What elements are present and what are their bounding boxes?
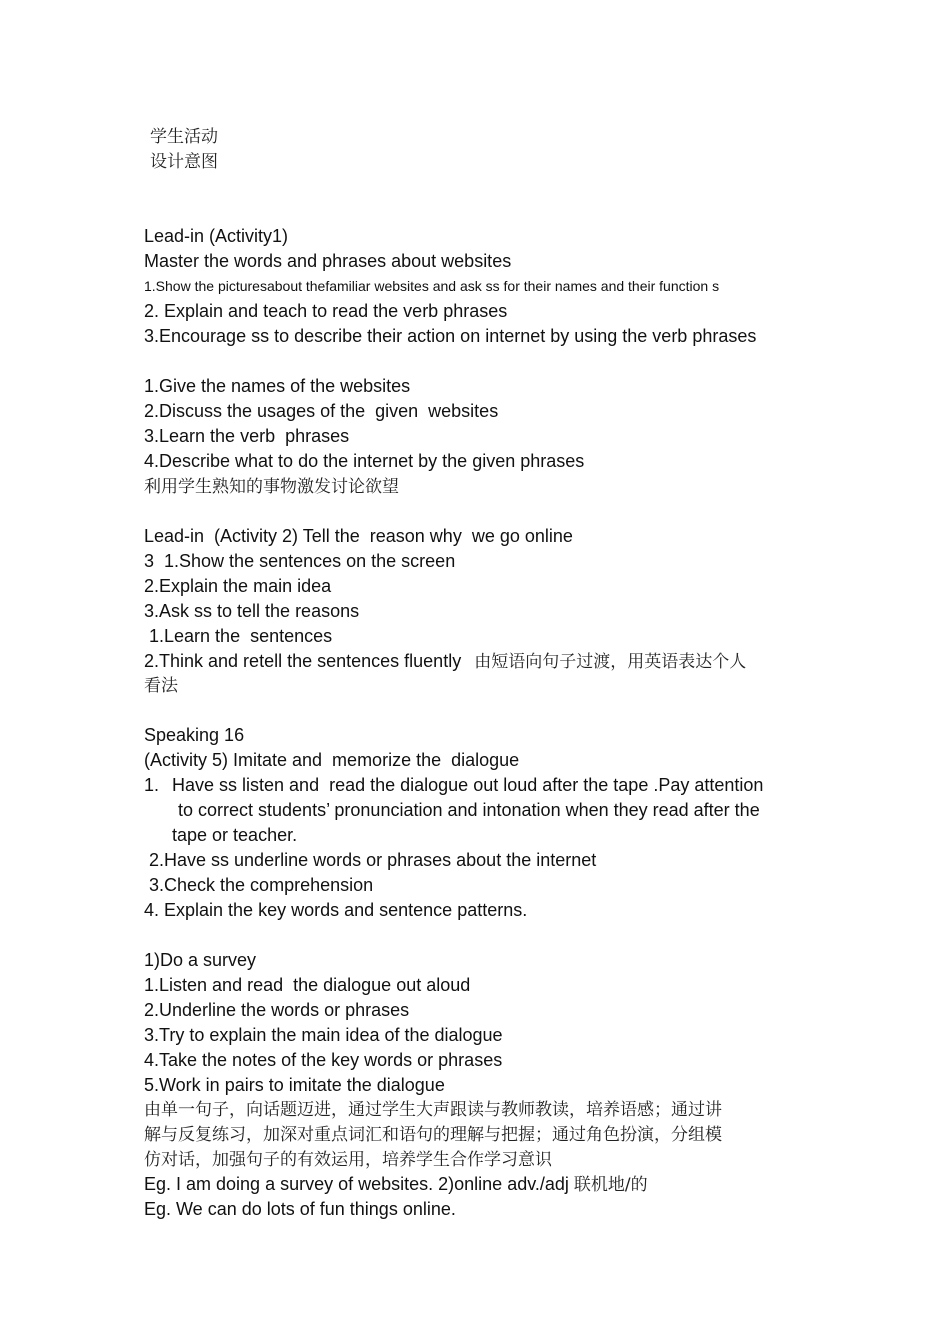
- speaking-step: 3.Check the comprehension: [144, 875, 374, 895]
- leadin1-teacher-step: 1.Show the picturesabout thefamiliar websites and ask ss for their names and their function s: [144, 278, 720, 294]
- leadin1-teacher-step: 3.Encourage ss to describe their action on internet by using the verb phrases: [144, 326, 757, 346]
- leadin2-teacher-step: 2.Explain the main idea: [144, 576, 332, 596]
- survey-student-step: 3.Try to explain the main idea of the dialogue: [144, 1025, 503, 1045]
- student-activity-heading: 学生活动: [150, 127, 218, 147]
- speaking-step1-line: tape or teacher.: [172, 825, 298, 845]
- leadin2-teacher-step: 3.Ask ss to tell the reasons: [144, 601, 360, 621]
- survey-student-step: 5.Work in pairs to imitate the dialogue: [144, 1075, 445, 1095]
- survey-example-1: [144, 1172, 648, 1198]
- leadin2-title: Lead-in (Activity 2) Tell the reason why we go online: [144, 526, 573, 546]
- leadin1-intent: 利用学生熟知的事物激发讨论欲望: [144, 477, 399, 497]
- speaking-subtitle: (Activity 5) Imitate and memorize the dialogue: [144, 750, 520, 770]
- speaking-title: Speaking 16: [144, 725, 245, 745]
- survey-intent-line: 解与反复练习，加深对重点词汇和语句的理解与把握；通过角色扮演，分组模: [144, 1125, 722, 1145]
- survey-student-step: 1.Listen and read the dialogue out aloud: [144, 975, 471, 995]
- survey-title: 1)Do a survey: [144, 950, 257, 970]
- leadin2-intent: 由短语向句子过渡，用英语表达个人: [474, 652, 747, 672]
- example1-chinese: 联机地/的: [573, 1175, 648, 1195]
- leadin2-intent-cont: 看法: [144, 676, 178, 696]
- leadin1-subtitle: Master the words and phrases about websites: [144, 251, 512, 271]
- speaking-step: 2.Have ss underline words or phrases about the internet: [144, 850, 597, 870]
- example1-english: Eg. I am doing a survey of websites. 2)online adv./adj: [144, 1174, 574, 1194]
- leadin2-student-step: 2.Think and retell the sentences fluently: [144, 651, 467, 671]
- leadin2-student-step: 1.Learn the sentences: [144, 626, 333, 646]
- leadin1-teacher-step: 2. Explain and teach to read the verb phrases: [144, 301, 508, 321]
- design-intent-heading: 设计意图: [150, 152, 218, 172]
- speaking-step: 4. Explain the key words and sentence patterns.: [144, 900, 528, 920]
- leadin1-student-step: 4.Describe what to do the internet by the given phrases: [144, 451, 585, 471]
- survey-student-step: 2.Underline the words or phrases: [144, 1000, 410, 1020]
- speaking-step1-line: Have ss listen and read the dialogue out loud after the tape .Pay attention: [172, 775, 764, 795]
- survey-intent-line: 由单一句子，向话题迈进，通过学生大声跟读与教师教读，培养语感；通过讲: [144, 1100, 722, 1120]
- leadin2-teacher-step: 3 1.Show the sentences on the screen: [144, 551, 456, 571]
- survey-student-step: 4.Take the notes of the key words or phrases: [144, 1050, 503, 1070]
- leadin1-student-step: 3.Learn the verb phrases: [144, 426, 350, 446]
- leadin1-title: Lead-in (Activity1): [144, 226, 289, 246]
- leadin2-step-with-intent: [144, 649, 746, 675]
- leadin1-student-step: 2.Discuss the usages of the given websites: [144, 401, 499, 421]
- leadin1-student-step: 1.Give the names of the websites: [144, 376, 411, 396]
- survey-example-2: Eg. We can do lots of fun things online.: [144, 1199, 456, 1219]
- survey-intent-line: 仿对话，加强句子的有效运用，培养学生合作学习意识: [144, 1150, 552, 1170]
- speaking-step1-number: 1.: [144, 775, 160, 795]
- speaking-step1-line: to correct students’ pronunciation and intonation when they read after the: [178, 800, 760, 820]
